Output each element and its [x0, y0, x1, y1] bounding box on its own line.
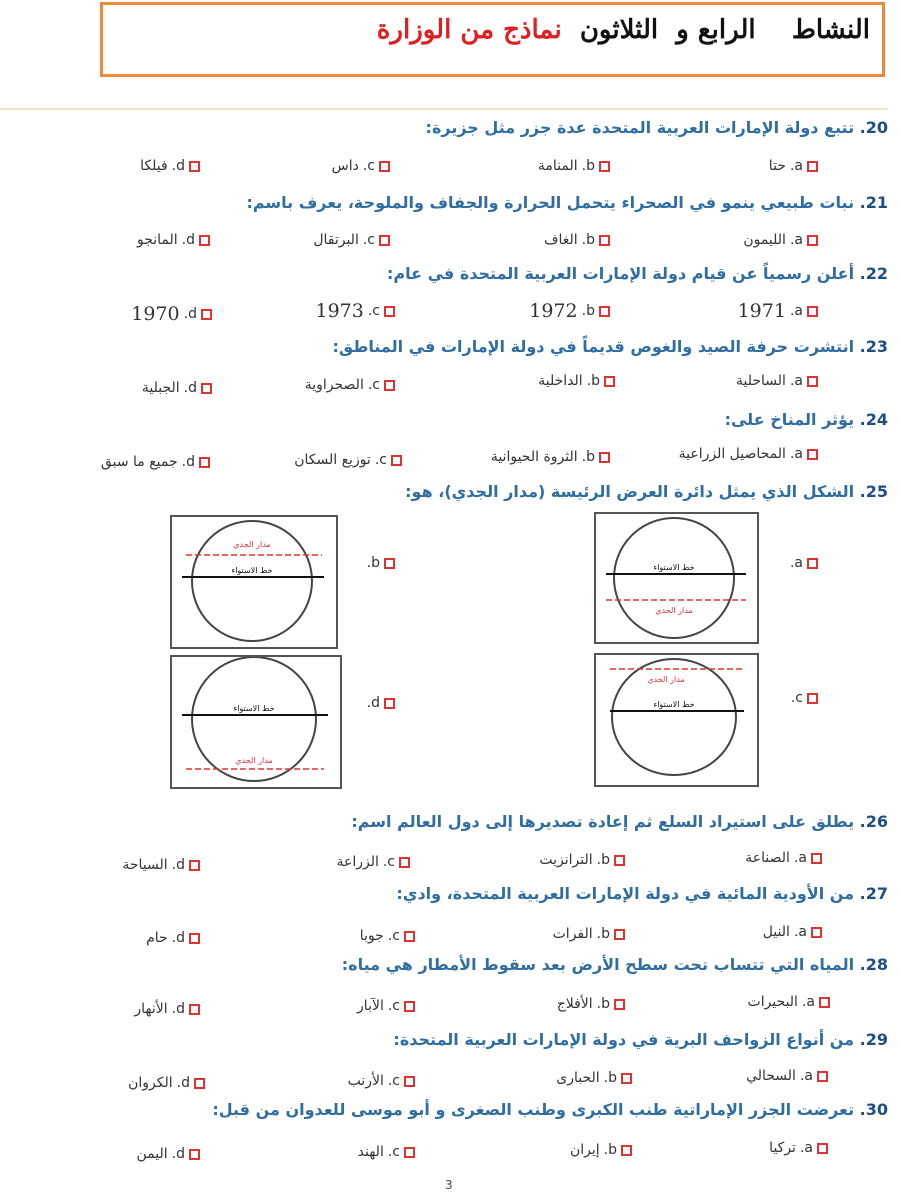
checkbox[interactable] [189, 1004, 200, 1015]
q29-option-c[interactable]: c. الأرنب [348, 1073, 415, 1089]
question-24: 24. يؤثر المناخ على: [724, 410, 888, 429]
svg-text:خط الاستواء: خط الاستواء [653, 700, 695, 709]
header-title: النشاط الرابع و الثلاثون نماذج من الوزارة [376, 15, 870, 45]
question-22: 22. أعلن رسمياً عن قيام دولة الإمارات العربية المتحدة في عام: [386, 264, 888, 283]
checkbox[interactable] [599, 452, 610, 463]
checkbox[interactable] [404, 1001, 415, 1012]
checkbox[interactable] [621, 1145, 632, 1156]
q23-option-b[interactable]: b. الداخلية [538, 373, 615, 389]
q22-option-c[interactable]: c. 1973 [315, 300, 395, 322]
q21-option-c[interactable]: c. البرتقال [313, 232, 390, 248]
q24-option-d[interactable]: d. جميع ما سبق [101, 454, 210, 470]
checkbox[interactable] [599, 161, 610, 172]
checkbox[interactable] [404, 1076, 415, 1087]
checkbox[interactable] [384, 698, 395, 709]
svg-text:خط الاستواء: خط الاستواء [231, 566, 273, 575]
q28-option-d[interactable]: d. الأنهار [134, 1001, 200, 1017]
checkbox[interactable] [404, 931, 415, 942]
checkbox[interactable] [614, 855, 625, 866]
checkbox[interactable] [614, 999, 625, 1010]
checkbox[interactable] [604, 376, 615, 387]
activity-header [100, 2, 885, 77]
svg-text:مدار الجدي: مدار الجدي [235, 756, 273, 765]
checkbox[interactable] [399, 857, 410, 868]
checkbox[interactable] [189, 933, 200, 944]
svg-text:مدار الجدي: مدار الجدي [655, 606, 693, 615]
q27-option-d[interactable]: d. حام [146, 930, 200, 946]
figure-d [170, 655, 342, 789]
checkbox[interactable] [201, 309, 212, 320]
checkbox[interactable] [817, 1071, 828, 1082]
svg-text:خط الاستواء: خط الاستواء [233, 704, 275, 713]
checkbox[interactable] [807, 306, 818, 317]
globe-d-diagram [172, 657, 340, 787]
checkbox[interactable] [807, 558, 818, 569]
q23-option-c[interactable]: c. الصحراوية [305, 377, 395, 393]
q30-option-b[interactable]: b. إيران [570, 1142, 632, 1158]
figure-c [594, 653, 759, 787]
q20-option-d[interactable]: d. فيلكا [140, 158, 200, 174]
q26-option-c[interactable]: c. الزراعة [336, 854, 410, 870]
checkbox[interactable] [811, 927, 822, 938]
checkbox[interactable] [599, 306, 610, 317]
question-21: 21. نبات طبيعي ينمو في الصحراء يتحمل الحرارة والجفاف والملوحة، يعرف باسم: [246, 193, 888, 212]
q20-option-b[interactable]: b. المنامة [538, 158, 610, 174]
q25-option-a[interactable]: a. [790, 555, 818, 571]
q30-option-c[interactable]: c. الهند [358, 1144, 415, 1160]
question-23: 23. انتشرت حرفة الصيد والغوص قديماً في دولة الإمارات في المناطق: [332, 337, 888, 356]
q21-option-d[interactable]: d. المانجو [137, 232, 210, 248]
q25-option-c[interactable]: c. [791, 690, 818, 706]
checkbox[interactable] [817, 1143, 828, 1154]
checkbox[interactable] [807, 449, 818, 460]
question-25: 25. الشكل الذي يمثل دائرة العرض الرئيسة (مدار الجدي)، هو: [405, 482, 888, 501]
q21-option-b[interactable]: b. الغاف [544, 232, 610, 248]
q25-option-d[interactable]: d. [367, 695, 395, 711]
q23-option-a[interactable]: a. الساحلية [736, 373, 818, 389]
q28-option-a[interactable]: a. البحيرات [748, 994, 830, 1010]
figure-a [594, 512, 759, 644]
checkbox[interactable] [807, 161, 818, 172]
checkbox[interactable] [199, 457, 210, 468]
q29-option-b[interactable]: b. الحبارى [556, 1070, 632, 1086]
globe-b-diagram [172, 517, 336, 647]
q26-option-b[interactable]: b. الترانزيت [539, 852, 625, 868]
q22-option-d[interactable]: d. 1970 [131, 303, 212, 325]
q27-option-a[interactable]: a. النيل [763, 924, 822, 940]
q27-option-c[interactable]: c. جوبا [360, 928, 415, 944]
question-30: 30. تعرضت الجزر الإماراتية طنب الكبرى وطنب الصغرى و أبو موسى للعدوان من قبل: [212, 1100, 888, 1119]
svg-text:مدار الجدي: مدار الجدي [233, 540, 271, 549]
question-20: 20. تتبع دولة الإمارات العربية المتحدة عدة جزر مثل جزيرة: [425, 118, 888, 137]
q24-option-c[interactable]: c. توزيع السكان [294, 452, 402, 468]
q29-option-a[interactable]: a. السحالي [746, 1068, 828, 1084]
globe-c-diagram [596, 655, 757, 785]
q24-option-a[interactable]: a. المحاصيل الزراعية [679, 446, 818, 462]
q23-option-d[interactable]: d. الجبلية [142, 380, 212, 396]
checkbox[interactable] [189, 860, 200, 871]
figure-b [170, 515, 338, 649]
checkbox[interactable] [384, 380, 395, 391]
checkbox[interactable] [807, 235, 818, 246]
checkbox[interactable] [807, 693, 818, 704]
svg-text:مدار الجدي: مدار الجدي [647, 675, 685, 684]
q30-option-a[interactable]: a. تركيا [769, 1140, 828, 1156]
checkbox[interactable] [621, 1073, 632, 1084]
checkbox[interactable] [807, 376, 818, 387]
question-28: 28. المياه التي تتساب تحت سطح الأرض بعد سقوط الأمطار هي مياه: [341, 955, 888, 974]
q26-option-d[interactable]: d. السياحة [122, 857, 200, 873]
checkbox[interactable] [379, 235, 390, 246]
globe-a-diagram [596, 514, 757, 642]
checkbox[interactable] [391, 455, 402, 466]
question-26: 26. يطلق على استيراد السلع ثم إعادة تصديرها إلى دول العالم اسم: [351, 812, 888, 831]
q22-option-a[interactable]: a. 1971 [738, 300, 818, 322]
question-27: 27. من الأودية المائية في دولة الإمارات العربية المتحدة، وادي: [396, 884, 888, 903]
q25-option-b[interactable]: b. [367, 555, 395, 571]
q20-option-a[interactable]: a. حتا [769, 158, 818, 174]
q24-option-b[interactable]: b. الثروة الحيوانية [491, 449, 610, 465]
checkbox[interactable] [379, 161, 390, 172]
checkbox[interactable] [811, 853, 822, 864]
checkbox[interactable] [614, 929, 625, 940]
checkbox[interactable] [819, 997, 830, 1008]
svg-text:خط الاستواء: خط الاستواء [653, 563, 695, 572]
q21-option-a[interactable]: a. الليمون [743, 232, 818, 248]
question-29: 29. من أنواع الزواحف البرية في دولة الإمارات العربية المتحدة: [393, 1030, 888, 1049]
q20-option-c[interactable]: c. داس [332, 158, 390, 174]
checkbox[interactable] [201, 383, 212, 394]
checkbox[interactable] [194, 1078, 205, 1089]
q27-option-b[interactable]: b. الفرات [553, 926, 625, 942]
checkbox[interactable] [199, 235, 210, 246]
checkbox[interactable] [189, 161, 200, 172]
q30-option-d[interactable]: d. اليمن [137, 1146, 200, 1162]
checkbox[interactable] [599, 235, 610, 246]
q28-option-b[interactable]: b. الأفلاج [557, 996, 625, 1012]
q26-option-a[interactable]: a. الصناعة [745, 850, 822, 866]
page-number: 3 [445, 1178, 453, 1192]
q28-option-c[interactable]: c. الآبار [357, 998, 415, 1014]
checkbox[interactable] [404, 1147, 415, 1158]
q22-option-b[interactable]: b. 1972 [529, 300, 610, 322]
checkbox[interactable] [189, 1149, 200, 1160]
checkbox[interactable] [384, 306, 395, 317]
q29-option-d[interactable]: d. الكروان [128, 1075, 205, 1091]
checkbox[interactable] [384, 558, 395, 569]
